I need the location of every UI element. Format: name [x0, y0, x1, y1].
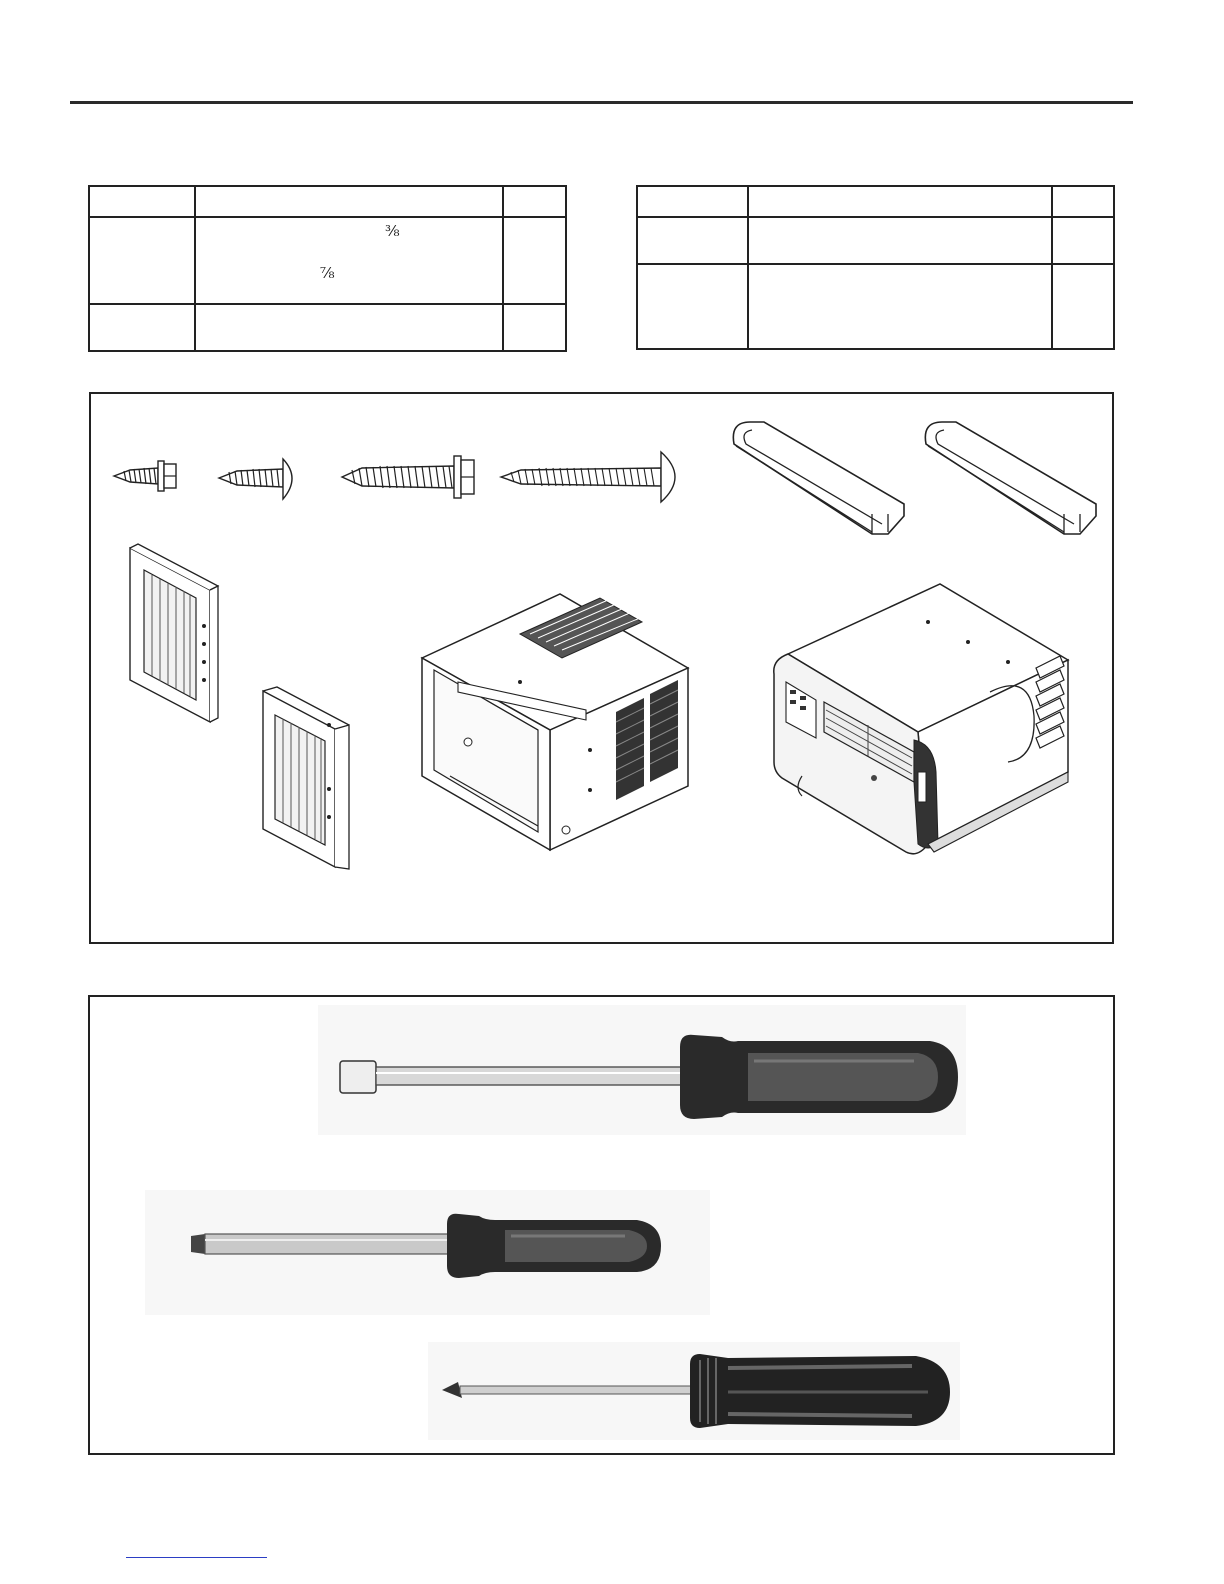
- parts-table-right: [636, 185, 1115, 350]
- round-head-screw-icon: [215, 455, 305, 503]
- hex-head-screw-large-icon: [338, 450, 478, 504]
- foam-seal-strip-icon: [914, 418, 1104, 538]
- side-curtain-panel-icon: [120, 540, 225, 725]
- nut-driver-icon: [318, 1005, 966, 1135]
- table-row: [89, 217, 566, 304]
- hex-head-screw-small-icon: [110, 455, 180, 497]
- fraction-seven-eighths: ⅞: [320, 264, 335, 282]
- table-cell: [637, 186, 748, 217]
- table-cell: [195, 217, 503, 304]
- sleeve-cabinet-icon: [410, 590, 700, 855]
- air-conditioner-unit-icon: [768, 582, 1088, 860]
- table-header-row: [89, 186, 566, 217]
- table-cell: [637, 217, 748, 264]
- table-cell: [748, 217, 1052, 264]
- table-row: [89, 304, 566, 351]
- table-cell: [503, 304, 566, 351]
- table-cell: [1052, 264, 1114, 349]
- phillips-screwdriver-icon: [428, 1342, 960, 1440]
- fraction-three-eighths: ⅜: [385, 222, 400, 240]
- link-underline[interactable]: [126, 1557, 267, 1558]
- table-cell: [1052, 186, 1114, 217]
- table-cell: [748, 264, 1052, 349]
- side-curtain-panel-icon: [255, 685, 360, 875]
- table-cell: [503, 217, 566, 304]
- foam-seal-strip-icon: [722, 418, 912, 538]
- table-cell: [503, 186, 566, 217]
- table-cell: [89, 217, 195, 304]
- table-header-row: [637, 186, 1114, 217]
- table-row: [637, 217, 1114, 264]
- table-cell: [195, 186, 503, 217]
- round-head-screw-long-icon: [497, 450, 693, 504]
- table-cell: [195, 304, 503, 351]
- table-cell: [89, 304, 195, 351]
- header-rule: [70, 101, 1133, 104]
- table-cell: [748, 186, 1052, 217]
- table-cell: [1052, 217, 1114, 264]
- table-row: [637, 264, 1114, 349]
- table-cell: [637, 264, 748, 349]
- flat-blade-screwdriver-icon: [145, 1190, 710, 1315]
- table-cell: [89, 186, 195, 217]
